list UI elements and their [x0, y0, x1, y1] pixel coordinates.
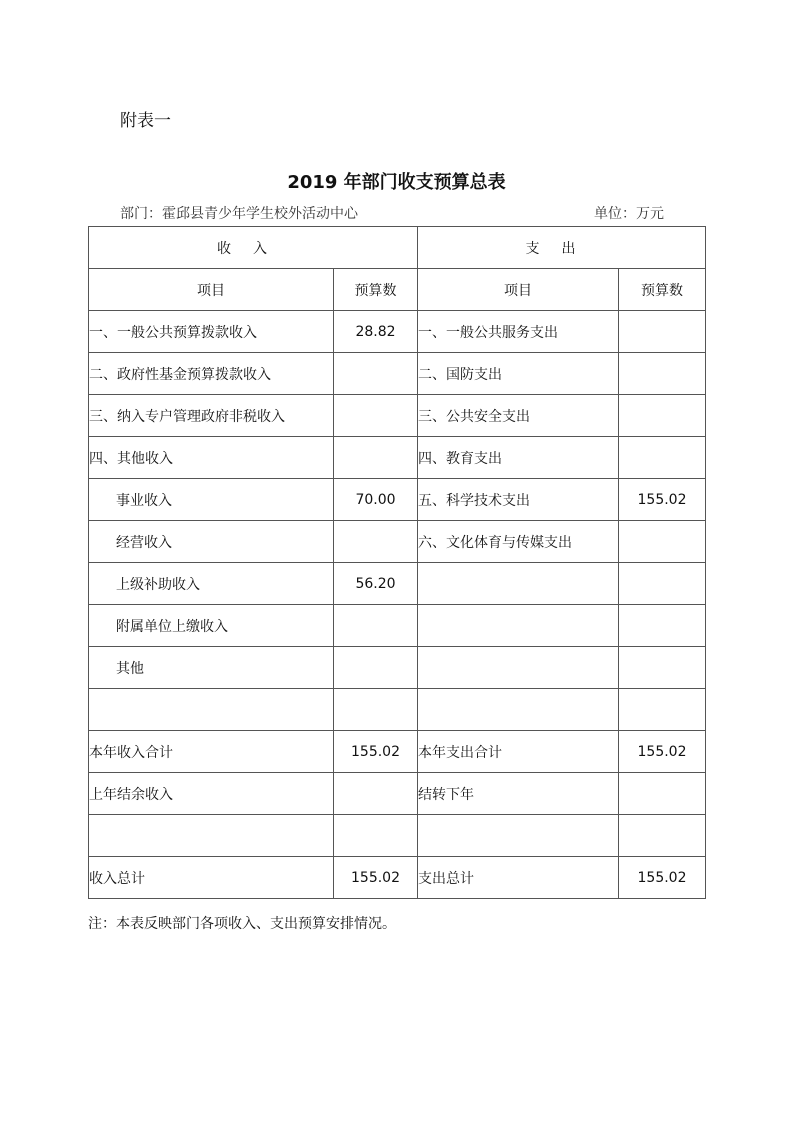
- income-item-cell: 附属单位上缴收入: [89, 605, 334, 647]
- page-title: 2019 年部门收支预算总表: [287, 172, 506, 193]
- department-label: 部门：霍邱县青少年学生校外活动中心: [120, 206, 358, 222]
- expense-item-cell: [418, 605, 619, 647]
- income-amount-cell: [334, 605, 418, 647]
- expense-amount-column-header: 预算数: [619, 269, 706, 311]
- income-amount-cell: [334, 689, 418, 731]
- expense-item-cell: 二、国防支出: [418, 353, 619, 395]
- income-amount-cell: [334, 521, 418, 563]
- income-amount-cell: [334, 437, 418, 479]
- expense-amount-cell: [619, 395, 706, 437]
- income-item-cell: 其他: [89, 647, 334, 689]
- unit-label: 单位：万元: [594, 206, 664, 222]
- income-amount-cell: 28.82: [334, 311, 418, 353]
- income-item-cell: 上级补助收入: [89, 563, 334, 605]
- expense-item-cell: 本年支出合计: [418, 731, 619, 773]
- table-row: [89, 605, 706, 647]
- footnote: 注：本表反映部门各项收入、支出预算安排情况。: [88, 916, 396, 932]
- expense-amount-cell: [619, 689, 706, 731]
- table-row: [89, 563, 706, 605]
- expense-item-cell: [418, 815, 619, 857]
- expense-item-column-header: 项目: [418, 269, 619, 311]
- expense-amount-cell: [619, 605, 706, 647]
- income-item-cell: 本年收入合计: [89, 731, 334, 773]
- income-item-cell: 上年结余收入: [89, 773, 334, 815]
- expense-section-header: 支出: [418, 227, 706, 269]
- income-item-cell: 四、其他收入: [89, 437, 334, 479]
- table-row: [89, 773, 706, 815]
- income-item-column-header: 项目: [89, 269, 334, 311]
- table-row: [89, 815, 706, 857]
- table-row: [89, 857, 706, 899]
- expense-item-cell: 支出总计: [418, 857, 619, 899]
- table-row: [89, 731, 706, 773]
- table-row: [89, 353, 706, 395]
- income-amount-cell: 155.02: [334, 731, 418, 773]
- income-amount-cell: 155.02: [334, 857, 418, 899]
- expense-amount-cell: 155.02: [619, 857, 706, 899]
- expense-item-cell: 六、文化体育与传媒支出: [418, 521, 619, 563]
- expense-amount-cell: [619, 311, 706, 353]
- table-row: [89, 437, 706, 479]
- table-row: [89, 689, 706, 731]
- table-row: [89, 395, 706, 437]
- income-section-header: 收入: [89, 227, 418, 269]
- expense-item-cell: 三、公共安全支出: [418, 395, 619, 437]
- income-item-cell: 三、纳入专户管理政府非税收入: [89, 395, 334, 437]
- expense-item-cell: 五、科学技术支出: [418, 479, 619, 521]
- expense-amount-cell: [619, 773, 706, 815]
- expense-amount-cell: 155.02: [619, 479, 706, 521]
- attachment-label: 附表一: [120, 111, 171, 131]
- income-item-cell: 事业收入: [89, 479, 334, 521]
- income-item-cell: [89, 689, 334, 731]
- income-amount-cell: [334, 773, 418, 815]
- expense-amount-cell: [619, 647, 706, 689]
- income-amount-cell: [334, 815, 418, 857]
- expense-item-cell: [418, 563, 619, 605]
- income-amount-cell: [334, 647, 418, 689]
- table-row: [89, 311, 706, 353]
- expense-amount-cell: 155.02: [619, 731, 706, 773]
- expense-item-cell: 四、教育支出: [418, 437, 619, 479]
- income-item-cell: 收入总计: [89, 857, 334, 899]
- income-item-cell: 经营收入: [89, 521, 334, 563]
- income-amount-cell: 56.20: [334, 563, 418, 605]
- expense-amount-cell: [619, 353, 706, 395]
- expense-item-cell: 一、一般公共服务支出: [418, 311, 619, 353]
- expense-amount-cell: [619, 815, 706, 857]
- table-row: [89, 521, 706, 563]
- expense-item-cell: 结转下年: [418, 773, 619, 815]
- table-row: [89, 479, 706, 521]
- income-item-cell: 二、政府性基金预算拨款收入: [89, 353, 334, 395]
- income-amount-cell: [334, 353, 418, 395]
- table-row: [89, 647, 706, 689]
- expense-amount-cell: [619, 521, 706, 563]
- income-amount-column-header: 预算数: [334, 269, 418, 311]
- income-item-cell: [89, 815, 334, 857]
- income-amount-cell: 70.00: [334, 479, 418, 521]
- income-amount-cell: [334, 395, 418, 437]
- expense-amount-cell: [619, 563, 706, 605]
- expense-item-cell: [418, 647, 619, 689]
- income-item-cell: 一、一般公共预算拨款收入: [89, 311, 334, 353]
- budget-summary-table: [88, 226, 706, 899]
- expense-amount-cell: [619, 437, 706, 479]
- expense-item-cell: [418, 689, 619, 731]
